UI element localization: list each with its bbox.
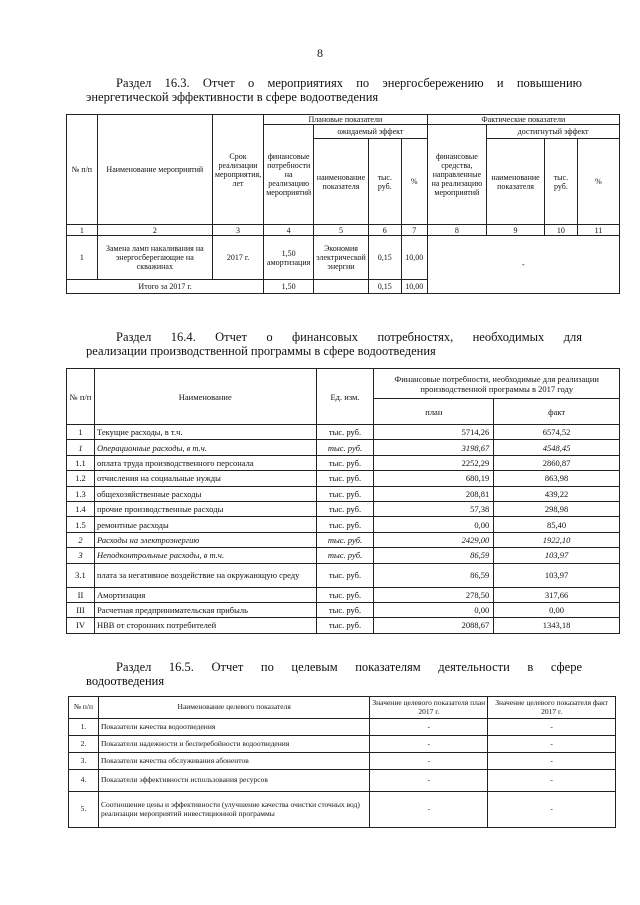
total-pct: 10,00 <box>401 280 427 294</box>
table-row <box>69 770 616 792</box>
table-row <box>67 501 620 516</box>
row-unit: тыс. руб. <box>316 501 374 516</box>
row-plan: - <box>370 736 488 753</box>
row-unit: тыс. руб. <box>316 486 374 501</box>
row-num: 1. <box>69 719 99 736</box>
row-fact: - <box>488 736 616 753</box>
row-num: 1.4 <box>67 501 95 516</box>
table-row <box>69 753 616 770</box>
table-row <box>67 618 620 633</box>
row-fact: 317,66 <box>494 587 620 602</box>
total-rub: 0,15 <box>368 280 401 294</box>
table-row <box>67 236 620 280</box>
row-name: Неподконтрольные расходы, в т.ч. <box>94 548 316 563</box>
column-numbers-row <box>67 225 620 236</box>
row-plan: 208,81 <box>374 486 494 501</box>
row-name: Соотношение цены и эффективности (улучшение качества очистки сточных вод) реализации мероприятий инвестиционной программы <box>98 792 369 828</box>
col-number: 3 <box>212 225 263 236</box>
row-fact: 1922,10 <box>494 532 620 547</box>
section-16-4-title <box>86 330 582 358</box>
row-fact: 85,40 <box>494 517 620 532</box>
row-name: Расчетная предпринимательская прибыль <box>94 602 316 617</box>
row-plan: - <box>370 719 488 736</box>
row-num: 1 <box>67 425 95 440</box>
header-num: № п/п <box>67 115 98 225</box>
table-row <box>69 792 616 828</box>
row-fact: 6574,52 <box>494 425 620 440</box>
row-fact: - <box>488 770 616 792</box>
row-fact: 1343,18 <box>494 618 620 633</box>
total-empty <box>314 280 369 294</box>
row-num: 1.5 <box>67 517 95 532</box>
row-fact: 103,97 <box>494 563 620 587</box>
row-fact: 0,00 <box>494 602 620 617</box>
row-num: 4. <box>69 770 99 792</box>
row-unit: тыс. руб. <box>316 563 374 587</box>
table-row <box>69 736 616 753</box>
energy-saving-table <box>66 114 620 294</box>
header-fact-ind-name: наименование показателя <box>487 139 545 225</box>
col-number: 6 <box>368 225 401 236</box>
row-fact: 2860,87 <box>494 455 620 470</box>
header-fact-fin: финансовые средства, направленные на реализацию мероприятий <box>427 125 487 225</box>
row-plan: 86,59 <box>374 563 494 587</box>
header-plan-rub: тыс. руб. <box>368 139 401 225</box>
header-num: № п/п <box>67 369 95 425</box>
row-unit: тыс. руб. <box>316 532 374 547</box>
row-rub: 0,15 <box>368 236 401 280</box>
row-name: Показатели надежности и бесперебойности водоотведения <box>98 736 369 753</box>
row-fact: - <box>488 753 616 770</box>
row-fin: 1,50 амортизация <box>264 236 314 280</box>
header-unit: Ед. изм. <box>316 369 374 425</box>
row-num: 1.1 <box>67 455 95 470</box>
row-num: 3 <box>67 548 95 563</box>
header-fact-effect: достигнутый эффект <box>487 125 620 139</box>
row-fact: 439,22 <box>494 486 620 501</box>
row-plan: 3198,67 <box>374 440 494 455</box>
header-plan: план <box>374 399 494 425</box>
section-16-5-title <box>86 660 582 688</box>
row-indicator: Экономия электрической энергии <box>314 236 369 280</box>
financial-needs-table <box>66 368 620 634</box>
header-plan-effect: ожидаемый эффект <box>314 125 427 139</box>
col-number: 4 <box>264 225 314 236</box>
row-name: Показатели качества обслуживания абонентов <box>98 753 369 770</box>
header-plan-group: Плановые показатели <box>264 115 427 125</box>
col-number: 10 <box>544 225 577 236</box>
header-needs: Финансовые потребности, необходимые для реализации производственной программы в 2017 году <box>374 369 620 399</box>
table-row <box>67 455 620 470</box>
row-unit: тыс. руб. <box>316 440 374 455</box>
row-name: Замена ламп накаливания на энергосберегающие на скважинах <box>97 236 212 280</box>
row-fact: - <box>488 719 616 736</box>
row-num: III <box>67 602 95 617</box>
row-name: Расходы на электроэнергию <box>94 532 316 547</box>
total-fin: 1,50 <box>264 280 314 294</box>
row-plan: 0,00 <box>374 602 494 617</box>
row-name: Показатели эффективности использования ресурсов <box>98 770 369 792</box>
total-label: Итого за 2017 г. <box>67 280 264 294</box>
row-name: Показатели качества водоотведения <box>98 719 369 736</box>
section-16-3-title <box>86 76 582 104</box>
col-number: 8 <box>427 225 487 236</box>
header-plan: Значение целевого показателя план 2017 г. <box>370 697 488 719</box>
table-row <box>67 425 620 440</box>
row-term: 2017 г. <box>212 236 263 280</box>
row-name: плата за негативное воздействие на окружающую среду <box>94 563 316 587</box>
row-plan: - <box>370 792 488 828</box>
target-indicators-table <box>68 696 616 828</box>
table-row <box>67 587 620 602</box>
row-name: прочие производственные расходы <box>94 501 316 516</box>
row-unit: тыс. руб. <box>316 425 374 440</box>
header-fact: факт <box>494 399 620 425</box>
row-plan: 0,00 <box>374 517 494 532</box>
row-plan: 680,19 <box>374 471 494 486</box>
page-number: 8 <box>317 46 323 60</box>
col-number: 2 <box>97 225 212 236</box>
section-16-4-title-line1: Раздел 16.4. Отчет о финансовых потребностях, необходимых для <box>116 330 582 344</box>
table-row <box>67 563 620 587</box>
row-name: ремонтные расходы <box>94 517 316 532</box>
header-plan-ind-name: наименование показателя <box>314 139 369 225</box>
header-name: Наименование <box>94 369 316 425</box>
header-fact-rub: тыс. руб. <box>544 139 577 225</box>
header-plan-pct: % <box>401 139 427 225</box>
row-plan: 86,59 <box>374 548 494 563</box>
row-num: 3. <box>69 753 99 770</box>
row-fact: 863,98 <box>494 471 620 486</box>
row-unit: тыс. руб. <box>316 455 374 470</box>
row-unit: тыс. руб. <box>316 587 374 602</box>
row-name: общехозяйственные расходы <box>94 486 316 501</box>
header-name: Наименование целевого показателя <box>98 697 369 719</box>
header-fact: Значение целевого показателя факт 2017 г. <box>488 697 616 719</box>
row-unit: тыс. руб. <box>316 602 374 617</box>
header-fact-group: Фактические показатели <box>427 115 619 125</box>
row-name: оплата труда производственного персонала <box>94 455 316 470</box>
row-plan: - <box>370 770 488 792</box>
row-num: II <box>67 587 95 602</box>
row-name: Текущие расходы, в т.ч. <box>94 425 316 440</box>
col-number: 1 <box>67 225 98 236</box>
row-name: отчисления на социальные нужды <box>94 471 316 486</box>
row-unit: тыс. руб. <box>316 548 374 563</box>
table-row <box>69 719 616 736</box>
col-number: 9 <box>487 225 545 236</box>
col-number: 7 <box>401 225 427 236</box>
row-num: 2. <box>69 736 99 753</box>
row-num: 1 <box>67 236 98 280</box>
row-pct: 10,00 <box>401 236 427 280</box>
row-plan: 5714,26 <box>374 425 494 440</box>
row-num: 1.3 <box>67 486 95 501</box>
row-num: 5. <box>69 792 99 828</box>
table-row <box>67 532 620 547</box>
section-16-5-title-line1: Раздел 16.5. Отчет по целевым показателям деятельности в сфере <box>116 660 582 674</box>
table-row <box>67 602 620 617</box>
row-unit: тыс. руб. <box>316 618 374 633</box>
col-number: 5 <box>314 225 369 236</box>
section-16-3-title-line2: энергетической эффективности в сфере водоотведения <box>86 90 379 104</box>
row-num: 3.1 <box>67 563 95 587</box>
section-16-3-title-line1: Раздел 16.3. Отчет о мероприятиях по энергосбережению и повышению <box>116 76 582 90</box>
row-name: Операционные расходы, в т.ч. <box>94 440 316 455</box>
table-row <box>67 548 620 563</box>
row-unit: тыс. руб. <box>316 517 374 532</box>
row-name: Амортизация <box>94 587 316 602</box>
header-num: № п/п <box>69 697 99 719</box>
row-num: 1 <box>67 440 95 455</box>
col-number: 11 <box>577 225 619 236</box>
table-row <box>67 440 620 455</box>
section-16-4-title-line2: реализации производственной программы в сфере водоотведения <box>86 344 436 358</box>
row-plan: - <box>370 753 488 770</box>
row-fact: 4548,45 <box>494 440 620 455</box>
fact-dash: - <box>427 236 619 294</box>
row-num: 2 <box>67 532 95 547</box>
section-16-5-title-line2: водоотведения <box>86 674 165 688</box>
row-unit: тыс. руб. <box>316 471 374 486</box>
row-plan: 278,50 <box>374 587 494 602</box>
table-row <box>67 486 620 501</box>
row-fact: 103,97 <box>494 548 620 563</box>
row-fact: 298,98 <box>494 501 620 516</box>
row-fact: - <box>488 792 616 828</box>
row-plan: 57,38 <box>374 501 494 516</box>
header-term: Срок реализации мероприятия, лет <box>212 115 263 225</box>
table-row <box>67 517 620 532</box>
header-plan-fin: финансовые потребности на реализацию мероприятий <box>264 125 314 225</box>
row-plan: 2429,00 <box>374 532 494 547</box>
header-name: Наименование мероприятий <box>97 115 212 225</box>
row-plan: 2088,67 <box>374 618 494 633</box>
header-fact-pct: % <box>577 139 619 225</box>
row-num: IV <box>67 618 95 633</box>
row-name: НВВ от сторонних потребителей <box>94 618 316 633</box>
row-plan: 2252,29 <box>374 455 494 470</box>
table-row <box>67 471 620 486</box>
row-num: 1.2 <box>67 471 95 486</box>
